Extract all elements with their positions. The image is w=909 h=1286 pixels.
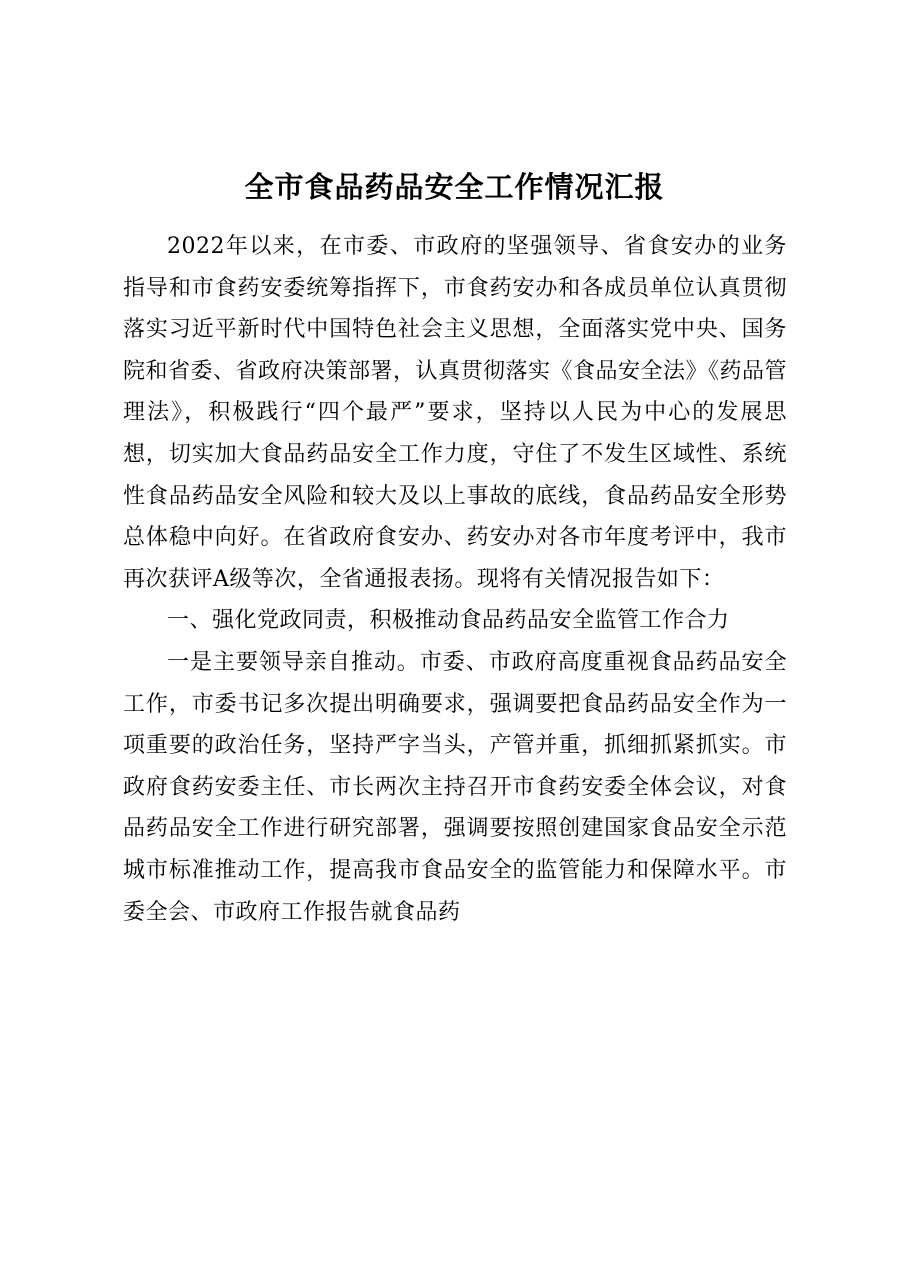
intro-paragraph: 2022年以来，在市委、市政府的坚强领导、省食安办的业务指导和市食药安委统筹指挥下，市食药安办和各成员单位认真贯彻落实习近平新时代中国特色社会主义思想，全面落实党中央、国务院和省委、省政府决策部署，认真贯彻落实《食品安全法》《药品管理法》，积极践行“四个最严”要求，坚持以人民为中心的发展思想，切实加大食品药品安全工作力度，守住了不发生区域性、系统性食品药品安全风险和较大及以上事故的底线，食品药品安全形势总体稳中向好。在省政府食安办、药安办对各市年度考评中，我市再次获评A级等次，全省通报表扬。现将有关情况报告如下： (123, 234, 788, 592)
section-heading: 一、强化党政同责，积极推动食品药品安全监管工作合力 (167, 608, 730, 634)
body-paragraph: 一是主要领导亲自推动。市委、市政府高度重视食品药品安全工作，市委书记多次提出明确要求，强调要把食品药品安全作为一项重要的政治任务，坚持严字当头，产管并重，抓细抓紧抓实。市政府食药安委主任、市长两次主持召开市食药安委全体会议，对食品药品安全工作进行研究部署，强调要按照创建国家食品安全示范城市标准推动工作，提高我市食品安全的监管能力和保障水平。市委全会、市政府工作报告就食品药 (123, 649, 787, 925)
document-body (123, 226, 787, 933)
document-title: 全市食品药品安全工作情况汇报 (244, 170, 665, 204)
